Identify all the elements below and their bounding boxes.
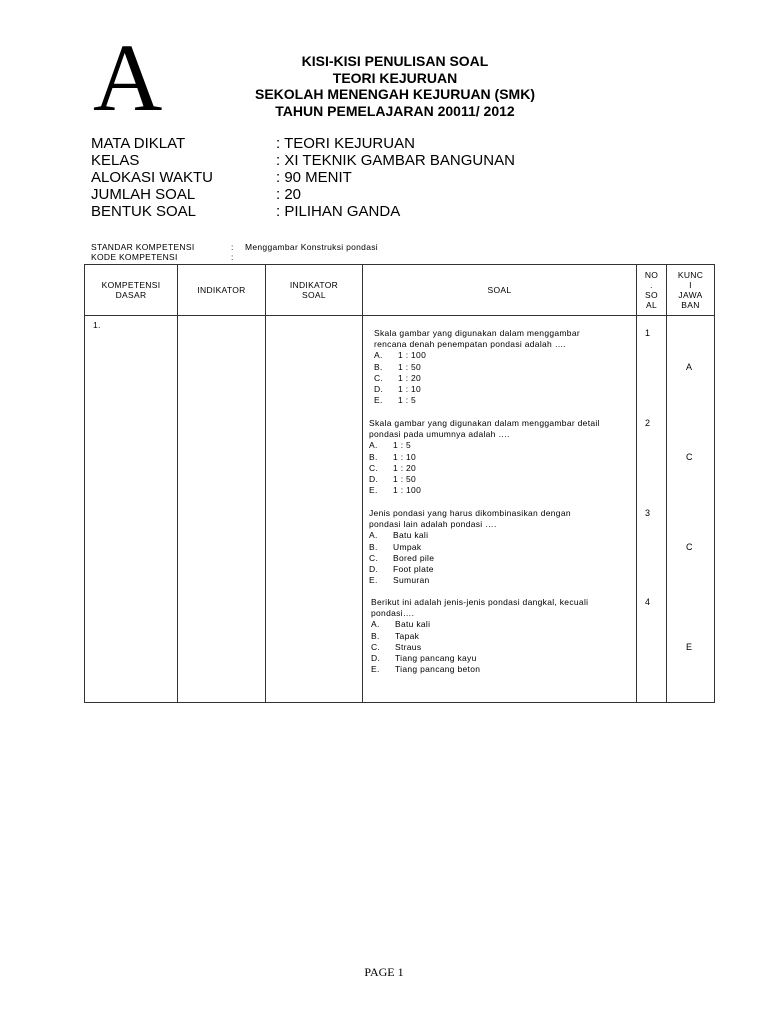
answer-option: [369, 463, 600, 474]
option-text: Bored pile: [393, 552, 435, 563]
header-kompetensi: KOMPETENSI DASAR: [85, 265, 178, 316]
info-label: BENTUK SOAL: [91, 203, 197, 220]
info-row: [91, 203, 515, 220]
kode-sep: :: [231, 252, 234, 262]
option-text: 1 : 50: [393, 474, 417, 485]
indikator-cell: [178, 316, 266, 703]
answer-option: [369, 530, 571, 541]
course-info: [91, 135, 515, 220]
header-no-soal: NO . SO AL: [637, 265, 667, 316]
answer-key: C: [686, 452, 693, 462]
competency-standard: [91, 242, 378, 262]
answer-key: C: [686, 542, 693, 552]
option-text: 1 : 10: [398, 384, 422, 395]
header-kunci: KUNC I JAWA BAN: [667, 265, 715, 316]
info-row: [91, 186, 515, 203]
option-text: Tiang pancang beton: [395, 664, 481, 675]
header-soal: SOAL: [363, 265, 637, 316]
section-letter: A: [93, 24, 163, 131]
option-letter: C.: [371, 641, 381, 652]
info-value: : 90 MENIT: [276, 169, 352, 186]
option-letter: C.: [374, 372, 384, 383]
standar-sep: :: [231, 242, 234, 252]
question-stem: Jenis pondasi yang harus dikombinasikan dengan: [369, 508, 571, 518]
option-text: Tapak: [395, 630, 420, 641]
option-text: 1 : 100: [393, 485, 422, 496]
info-label: ALOKASI WAKTU: [91, 169, 213, 186]
option-text: 1 : 20: [398, 372, 422, 383]
answer-option: [369, 440, 600, 451]
option-letter: E.: [369, 485, 378, 496]
title-line: KISI-KISI PENULISAN SOAL: [301, 53, 489, 69]
info-label: MATA DIKLAT: [91, 135, 186, 152]
option-text: 1 : 10: [393, 451, 417, 462]
header-indikator-soal: INDIKATOR SOAL: [266, 265, 363, 316]
option-text: 1 : 100: [398, 350, 427, 361]
option-letter: B.: [369, 541, 378, 552]
standar-value: Menggambar Konstruksi pondasi: [245, 242, 378, 252]
question-item: [369, 508, 571, 586]
question-number: 4: [645, 597, 651, 607]
question-stem: Berikut ini adalah jenis-jenis pondasi dangkal, kecuali: [371, 597, 589, 607]
info-label: JUMLAH SOAL: [91, 186, 196, 203]
option-letter: D.: [369, 474, 379, 485]
answer-option: [369, 553, 571, 564]
option-letter: A.: [371, 619, 380, 630]
option-text: Tiang pancang kayu: [395, 653, 477, 664]
question-stem: rencana denah penempatan pondasi adalah ….: [374, 339, 567, 350]
info-row: [91, 135, 515, 152]
option-letter: D.: [369, 564, 379, 575]
header-row: [85, 265, 715, 316]
question-number: 2: [645, 418, 651, 428]
kode-label: KODE KOMPETENSI: [91, 252, 178, 262]
option-text: 1 : 5: [398, 395, 417, 406]
option-text: 1 : 5: [393, 440, 412, 451]
option-text: Batu kali: [395, 619, 431, 630]
question-number: 1: [645, 328, 651, 338]
info-row: [91, 152, 515, 169]
option-text: 1 : 20: [393, 462, 417, 473]
answer-option: [369, 474, 600, 485]
answer-option: [369, 564, 571, 575]
option-letter: E.: [369, 575, 378, 586]
option-letter: B.: [369, 451, 378, 462]
page-footer: PAGE 1: [364, 965, 404, 979]
option-text: Batu kali: [393, 530, 429, 541]
header-indikator: INDIKATOR: [178, 265, 266, 316]
kompetensi-cell: 1.: [85, 316, 178, 703]
option-letter: E.: [371, 664, 380, 675]
title-line: TAHUN PEMELAJARAN 20011/ 2012: [275, 102, 515, 119]
option-text: Straus: [395, 641, 422, 652]
document-title: [170, 53, 620, 119]
info-value: : PILIHAN GANDA: [276, 203, 401, 220]
indikator-soal-cell: [266, 316, 363, 703]
question-stem: pondasi pada umumnya adalah ….: [369, 429, 510, 440]
option-letter: C.: [369, 552, 379, 563]
answer-option: [371, 619, 588, 630]
option-text: 1 : 50: [398, 361, 422, 372]
answer-option: [374, 395, 580, 406]
answer-option: [374, 384, 580, 395]
option-letter: D.: [371, 653, 381, 664]
answer-key: A: [686, 362, 693, 372]
option-text: Umpak: [393, 541, 422, 552]
answer-option: [369, 452, 600, 463]
answer-option: [369, 485, 600, 496]
option-text: Foot plate: [393, 564, 434, 575]
option-letter: C.: [369, 462, 379, 473]
info-row: [91, 169, 515, 186]
info-value: : TEORI KEJURUAN: [276, 135, 415, 152]
info-value: : XI TEKNIK GAMBAR BANGUNAN: [276, 152, 515, 169]
info-value: : 20: [276, 186, 302, 203]
option-letter: B.: [371, 630, 380, 641]
question-stem: Skala gambar yang digunakan dalam menggambar: [374, 328, 580, 338]
question-stem: pondasi lain adalah pondasi ….: [369, 519, 497, 530]
answer-option: [374, 373, 580, 384]
answer-option: [371, 664, 588, 675]
answer-option: [371, 653, 588, 664]
question-item: [369, 418, 600, 496]
option-text: Sumuran: [393, 575, 430, 586]
question-item: [371, 597, 588, 675]
question-number: 3: [645, 508, 651, 518]
answer-option: [371, 642, 588, 653]
no-soal-cell: [637, 316, 667, 703]
option-letter: E.: [374, 395, 383, 406]
answer-option: [369, 542, 571, 553]
answer-option: [374, 350, 580, 361]
info-label: KELAS: [91, 152, 140, 169]
title-line: SEKOLAH MENENGAH KEJURUAN (SMK): [254, 86, 535, 102]
answer-option: [374, 362, 580, 373]
answer-option: [371, 631, 588, 642]
title-line: TEORI KEJURUAN: [332, 69, 458, 86]
option-letter: B.: [374, 361, 383, 372]
answer-option: [369, 575, 571, 586]
option-letter: A.: [369, 530, 378, 541]
question-stem: pondasi….: [371, 608, 415, 619]
answer-key: E: [686, 642, 693, 652]
option-letter: D.: [374, 384, 384, 395]
option-letter: A.: [369, 440, 378, 451]
option-letter: A.: [374, 350, 383, 361]
question-item: [374, 328, 580, 406]
question-stem: Skala gambar yang digunakan dalam menggambar detail: [369, 418, 600, 428]
standar-label: STANDAR KOMPETENSI: [91, 242, 195, 252]
